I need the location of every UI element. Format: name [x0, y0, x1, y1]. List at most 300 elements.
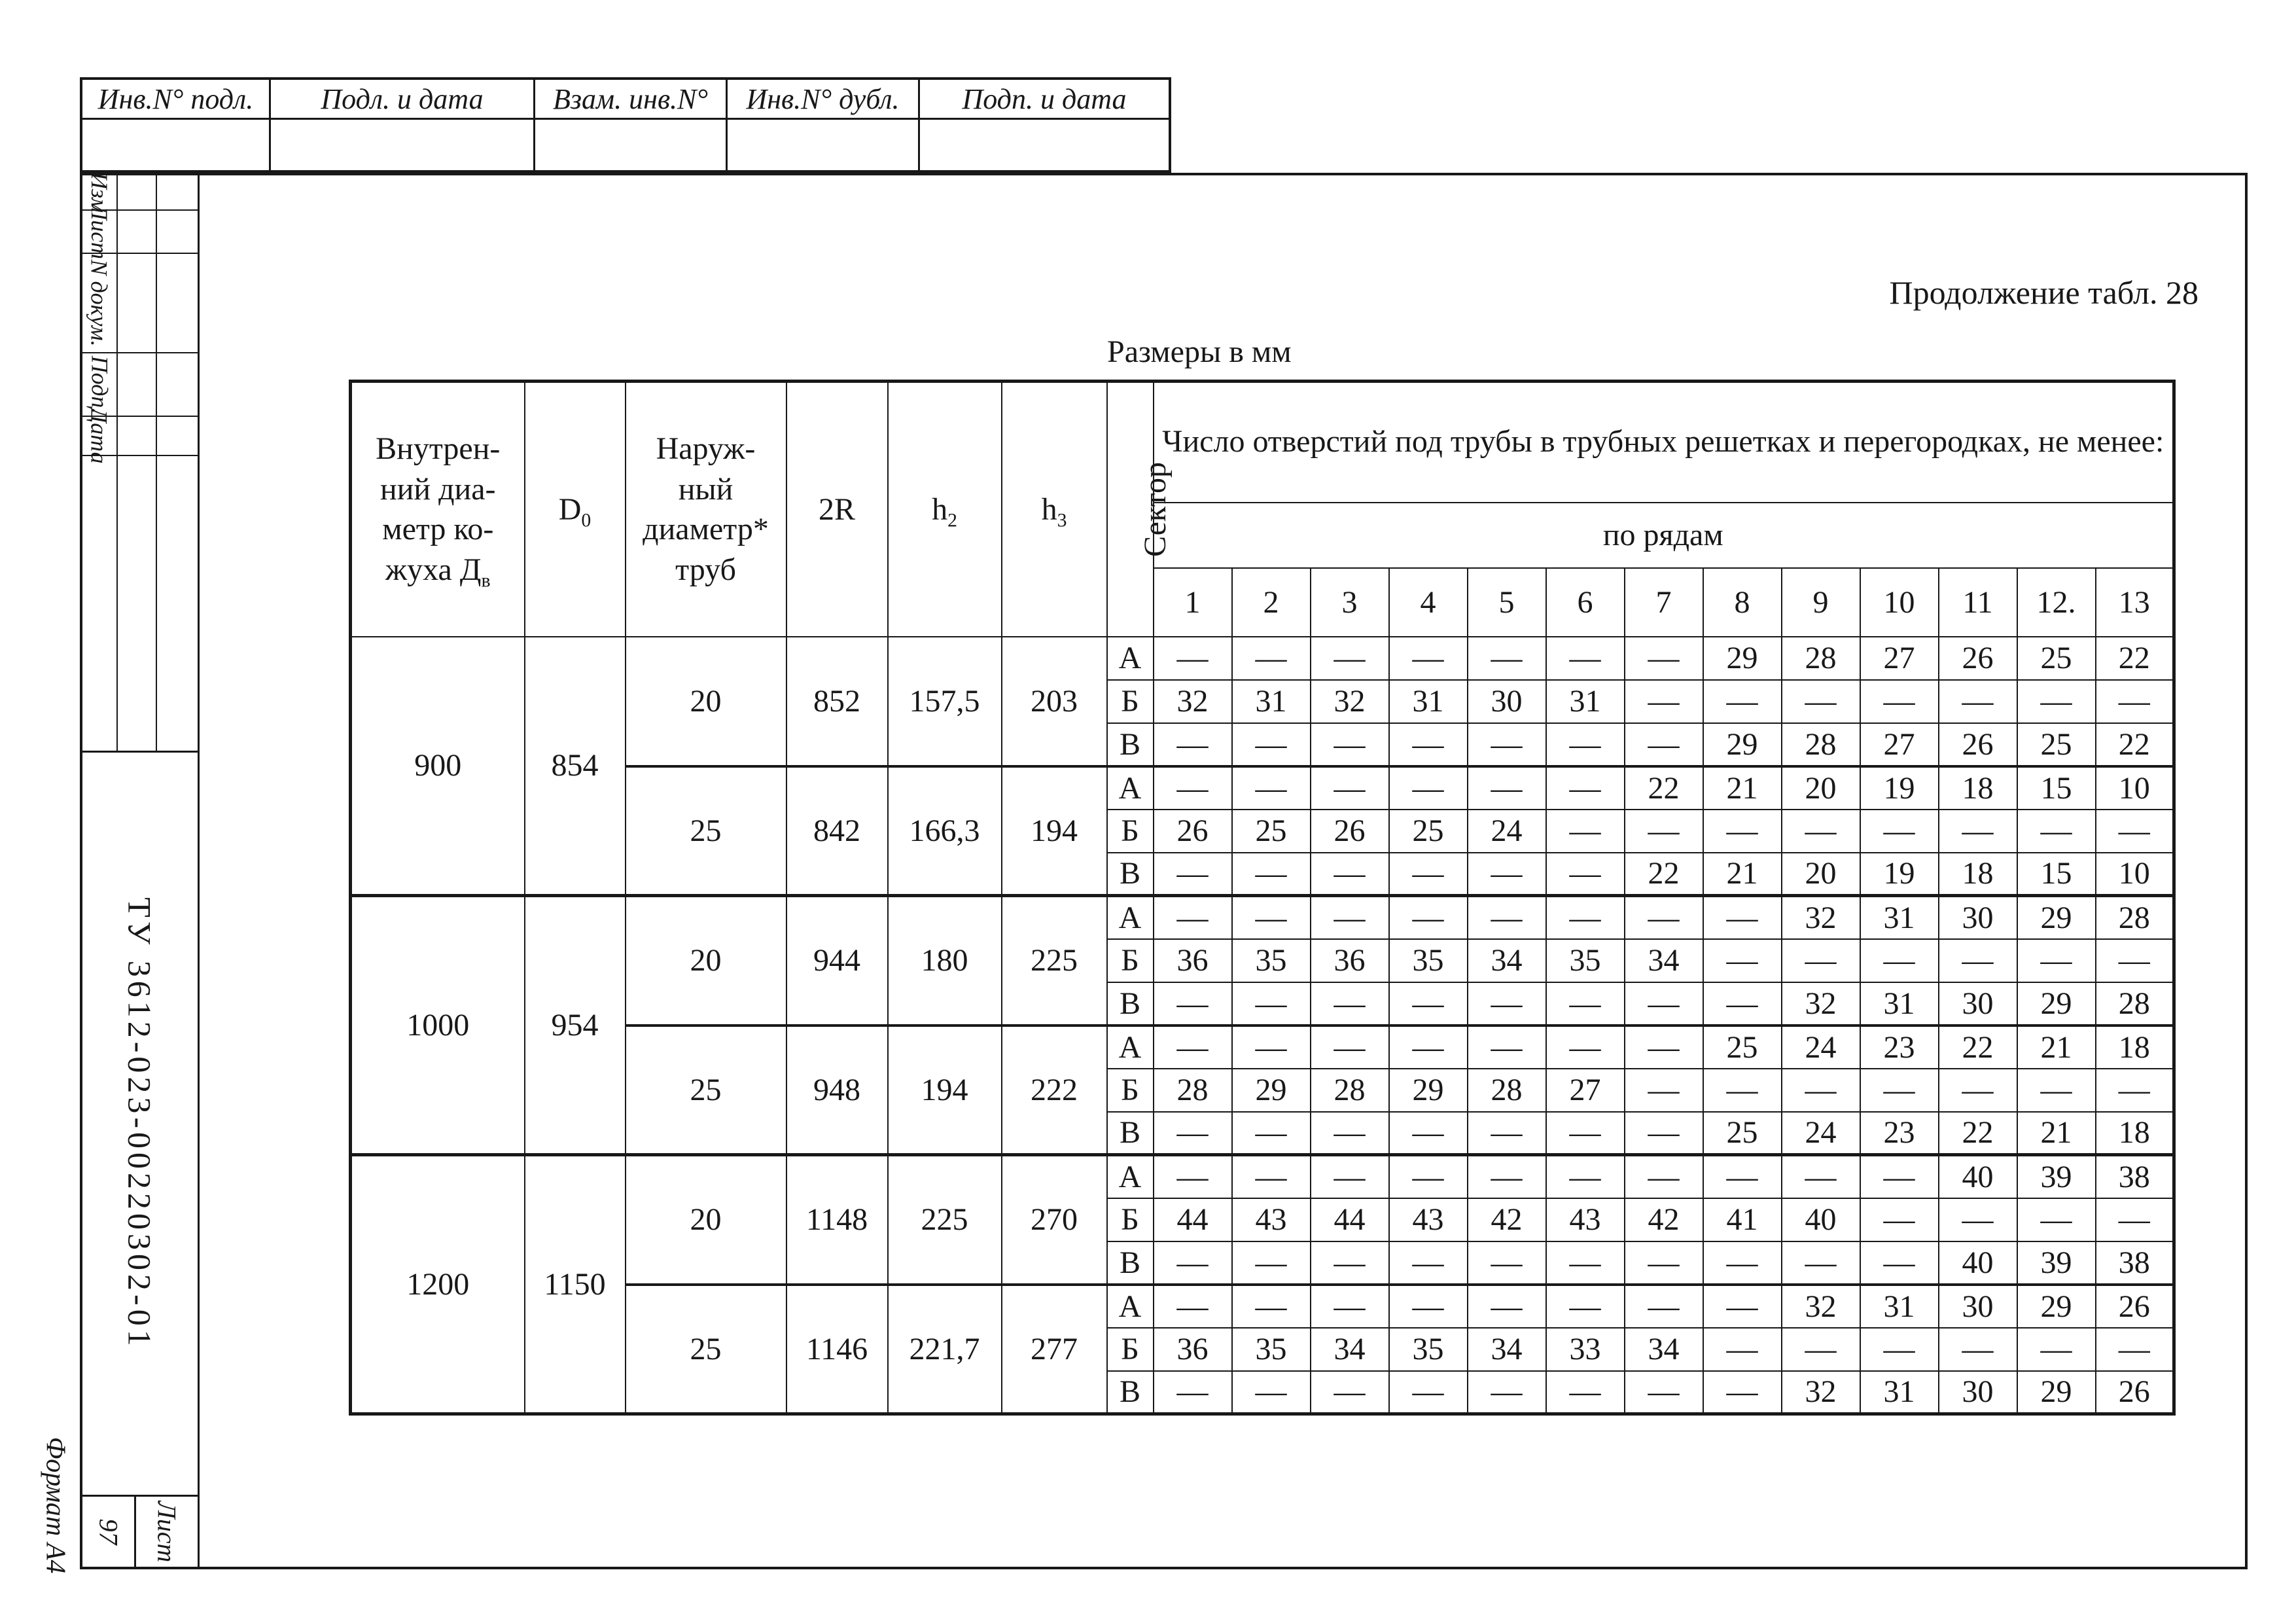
cell-value: 31	[1232, 680, 1311, 723]
cell-value: —	[1154, 1112, 1232, 1155]
cell-tube-outer-diameter: 25	[626, 766, 786, 896]
cell-value: —	[1703, 982, 1782, 1026]
revision-row-data	[82, 408, 198, 464]
cell-value: 34	[1625, 939, 1703, 982]
cell-value: —	[1860, 1069, 1939, 1112]
format-note: Формат А4	[40, 1436, 71, 1574]
label-podp-text: Подп.	[86, 355, 113, 414]
empty-cell	[82, 120, 271, 170]
cell-d0: 954	[525, 896, 626, 1155]
cell-sector: А	[1107, 1155, 1154, 1198]
table-header	[351, 382, 2174, 637]
cell-value: 25	[2017, 637, 2096, 680]
cell-value: 22	[1625, 853, 1703, 896]
sheet-label-cell	[136, 1497, 198, 1567]
cell-value: —	[1154, 1241, 1232, 1285]
cell-value: 29	[2017, 1285, 2096, 1328]
header-sector-label: Сектор	[1137, 461, 1173, 557]
cell-value: —	[1625, 637, 1703, 680]
cell-h2: 194	[888, 1026, 1002, 1155]
cell-value: —	[1468, 853, 1546, 896]
cell-value: 26	[1311, 810, 1389, 853]
cell-sector: А	[1107, 1026, 1154, 1069]
cell-value: —	[2096, 939, 2174, 982]
cell-value: —	[1389, 1241, 1468, 1285]
cell-value: —	[1625, 1112, 1703, 1155]
cell-value: 38	[2096, 1155, 2174, 1198]
cell-value: —	[1860, 810, 1939, 853]
empty-cell	[728, 120, 920, 170]
cell-value: 28	[1782, 723, 1860, 766]
cell-value: —	[1546, 853, 1625, 896]
cell-value: —	[2017, 1069, 2096, 1112]
label-list	[82, 204, 118, 260]
cell-value: 26	[2096, 1371, 2174, 1414]
cell-value: —	[1468, 1112, 1546, 1155]
cell-value: —	[1546, 982, 1625, 1026]
cell-value: —	[1625, 723, 1703, 766]
cell-value: —	[1154, 853, 1232, 896]
cell-h3: 222	[1002, 1026, 1107, 1155]
inventory-strip-labels	[82, 80, 1169, 120]
empty-cell	[118, 417, 157, 455]
cell-sector: Б	[1107, 1069, 1154, 1112]
cell-value: 28	[1311, 1069, 1389, 1112]
cell-tube-outer-diameter: 25	[626, 1026, 786, 1155]
cell-value: 32	[1782, 1371, 1860, 1414]
cell-value: 30	[1939, 1285, 2017, 1328]
cell-value: —	[1311, 1285, 1389, 1328]
cell-sector: Б	[1107, 1328, 1154, 1371]
cell-value: 22	[2096, 637, 2174, 680]
cell-value: 44	[1154, 1198, 1232, 1241]
table-wrapper	[349, 380, 2176, 1416]
cell-value: 21	[2017, 1112, 2096, 1155]
empty-cell	[157, 417, 198, 455]
cell-shell-inner-diameter: 900	[351, 637, 525, 896]
cell-value: 26	[2096, 1285, 2174, 1328]
cell-inv-no-podl-label: Инв.N° подл.	[97, 82, 254, 115]
cell-value: —	[1703, 896, 1782, 939]
sheet-number-block	[82, 1497, 198, 1567]
label-izm-text: Изм	[86, 171, 113, 213]
cell-value: —	[1860, 1155, 1939, 1198]
cell-value: —	[1468, 1285, 1546, 1328]
cell-value: —	[1860, 1241, 1939, 1285]
cell-value: 27	[1860, 637, 1939, 680]
continuation-note: Продолжение табл. 28	[1889, 274, 2199, 311]
cell-value: —	[1389, 896, 1468, 939]
cell-value: —	[1703, 1328, 1782, 1371]
cell-h2: 166,3	[888, 766, 1002, 896]
cell-value: —	[1154, 1155, 1232, 1198]
cell-value: 35	[1232, 1328, 1311, 1371]
cell-podl-i-data-label: Подл. и дата	[321, 82, 484, 115]
cell-tube-outer-diameter: 20	[626, 896, 786, 1026]
cell-value: 25	[1232, 810, 1311, 853]
table-row	[351, 1155, 2174, 1198]
header-row-number: 3	[1311, 568, 1389, 637]
cell-value: 21	[1703, 766, 1782, 810]
cell-shell-inner-diameter: 1000	[351, 896, 525, 1155]
cell-sector: Б	[1107, 1198, 1154, 1241]
cell-value: —	[1468, 896, 1546, 939]
empty-cell	[118, 211, 157, 253]
cell-value: —	[1232, 1026, 1311, 1069]
sheet-number-cell	[82, 1497, 136, 1567]
cell-value: 33	[1546, 1328, 1625, 1371]
cell-value: —	[1546, 1285, 1625, 1328]
cell-value: —	[2096, 810, 2174, 853]
cell-vzam-inv-no-label: Взам. инв.N°	[553, 82, 708, 115]
label-n-dokum	[82, 254, 118, 352]
table-row	[351, 637, 2174, 680]
cell-value: —	[1782, 1069, 1860, 1112]
cell-value: —	[1389, 766, 1468, 810]
cell-value: 31	[1860, 896, 1939, 939]
cell-value: —	[1154, 1285, 1232, 1328]
cell-value: 40	[1939, 1155, 2017, 1198]
cell-sector: В	[1107, 982, 1154, 1026]
cell-h2: 180	[888, 896, 1002, 1026]
cell-value: —	[1311, 1112, 1389, 1155]
table-body	[351, 637, 2174, 1414]
cell-tube-outer-diameter: 20	[626, 637, 786, 766]
cell-value: 34	[1625, 1328, 1703, 1371]
cell-2r: 948	[786, 1026, 888, 1155]
cell-value: —	[1232, 1155, 1311, 1198]
cell-value: —	[1232, 1112, 1311, 1155]
cell-value: 35	[1232, 939, 1311, 982]
empty-cell	[118, 254, 157, 352]
dimensions-table	[349, 380, 2176, 1416]
cell-value: —	[1468, 1241, 1546, 1285]
cell-value: —	[1625, 1241, 1703, 1285]
header-row-number: 12.	[2017, 568, 2096, 637]
cell-value: 21	[2017, 1026, 2096, 1069]
cell-value: —	[1939, 810, 2017, 853]
empty-cell	[920, 120, 1169, 170]
cell-value: —	[1860, 680, 1939, 723]
cell-value: —	[1625, 1371, 1703, 1414]
cell-value: 30	[1468, 680, 1546, 723]
cell-value: —	[1468, 637, 1546, 680]
cell-value: 25	[1703, 1026, 1782, 1069]
cell-value: —	[1860, 939, 1939, 982]
cell-sector: Б	[1107, 939, 1154, 982]
header-h3: $h_3$	[1002, 382, 1107, 637]
cell-sector: А	[1107, 637, 1154, 680]
cell-value: —	[1625, 680, 1703, 723]
cell-value: 19	[1860, 766, 1939, 810]
cell-value: 25	[1703, 1112, 1782, 1155]
cell-value: 43	[1232, 1198, 1311, 1241]
cell-value: 43	[1546, 1198, 1625, 1241]
cell-sector: В	[1107, 1371, 1154, 1414]
cell-value: 28	[2096, 896, 2174, 939]
cell-value: —	[1468, 1026, 1546, 1069]
cell-value: —	[1232, 1371, 1311, 1414]
cell-value: 27	[1860, 723, 1939, 766]
cell-value: 22	[1625, 766, 1703, 810]
header-row-number: 2	[1232, 568, 1311, 637]
label-list-text: Лист	[86, 204, 113, 260]
cell-2r: 852	[786, 637, 888, 766]
cell-value: —	[1311, 1241, 1389, 1285]
cell-h3: 270	[1002, 1155, 1107, 1285]
cell-value: 39	[2017, 1241, 2096, 1285]
cell-value: —	[1782, 1155, 1860, 1198]
document-number-cell	[82, 751, 198, 1497]
cell-value: —	[1232, 853, 1311, 896]
cell-value: —	[1703, 1241, 1782, 1285]
cell-value: 31	[1389, 680, 1468, 723]
cell-value: —	[2017, 1328, 2096, 1371]
cell-value: —	[1546, 1155, 1625, 1198]
cell-value: —	[1389, 723, 1468, 766]
cell-value: —	[2096, 1069, 2174, 1112]
cell-sector: В	[1107, 1241, 1154, 1285]
cell-value: —	[1546, 637, 1625, 680]
cell-value: 29	[1232, 1069, 1311, 1112]
header-d0: $D_0$	[525, 382, 626, 637]
cell-h2: 157,5	[888, 637, 1002, 766]
cell-value: —	[2096, 1198, 2174, 1241]
cell-value: 19	[1860, 853, 1939, 896]
cell-value: 31	[1546, 680, 1625, 723]
cell-value: —	[1154, 723, 1232, 766]
cell-value: —	[1468, 766, 1546, 810]
cell-value: —	[1782, 810, 1860, 853]
cell-value: 40	[1939, 1241, 2017, 1285]
cell-value: —	[1939, 1198, 2017, 1241]
cell-value: 23	[1860, 1112, 1939, 1155]
cell-value: —	[1625, 1155, 1703, 1198]
cell-sector: Б	[1107, 680, 1154, 723]
cell-value: —	[1154, 1026, 1232, 1069]
cell-value: —	[1389, 1112, 1468, 1155]
header-row-number: 7	[1625, 568, 1703, 637]
cell-value: 15	[2017, 853, 2096, 896]
empty-cell	[118, 353, 157, 416]
cell-value: —	[1311, 896, 1389, 939]
cell-value: 27	[1546, 1069, 1625, 1112]
cell-value: 32	[1311, 680, 1389, 723]
cell-value: 38	[2096, 1241, 2174, 1285]
cell-value: —	[1782, 680, 1860, 723]
cell-inv-no-podl	[82, 80, 271, 118]
cell-2r: 1148	[786, 1155, 888, 1285]
cell-h3: 277	[1002, 1285, 1107, 1414]
cell-podp-i-data-label: Подп. и дата	[962, 82, 1127, 115]
cell-value: —	[1232, 1285, 1311, 1328]
empty-cell	[118, 175, 157, 209]
cell-value: 31	[1860, 1285, 1939, 1328]
header-sector	[1107, 382, 1173, 637]
cell-value: —	[1389, 1371, 1468, 1414]
cell-value: —	[1782, 1328, 1860, 1371]
cell-value: —	[1389, 1026, 1468, 1069]
cell-value: 39	[2017, 1155, 2096, 1198]
cell-value: 41	[1703, 1198, 1782, 1241]
cell-value: 18	[2096, 1026, 2174, 1069]
cell-value: —	[1468, 723, 1546, 766]
cell-value: —	[1232, 896, 1311, 939]
cell-podl-i-data	[271, 80, 535, 118]
sheet-label: Лист	[152, 1501, 182, 1563]
cell-value: 29	[1389, 1069, 1468, 1112]
header-row-number: 11	[1939, 568, 2017, 637]
cell-h3: 225	[1002, 896, 1107, 1026]
cell-value: 29	[1703, 723, 1782, 766]
cell-value: 30	[1939, 982, 2017, 1026]
cell-value: 36	[1154, 939, 1232, 982]
cell-value: —	[1232, 637, 1311, 680]
cell-value: —	[1311, 1026, 1389, 1069]
cell-value: —	[1546, 1371, 1625, 1414]
cell-value: 10	[2096, 766, 2174, 810]
cell-value: —	[1625, 810, 1703, 853]
cell-tube-outer-diameter: 25	[626, 1285, 786, 1414]
cell-inv-no-dubl-label: Инв.N° дубл.	[746, 82, 900, 115]
cell-value: —	[1625, 1026, 1703, 1069]
cell-value: —	[2096, 680, 2174, 723]
cell-value: —	[2017, 1198, 2096, 1241]
label-n-dokum-text: N докум.	[86, 259, 113, 347]
inventory-strip-empty-row	[82, 120, 1169, 170]
header-row-number: 1	[1154, 568, 1232, 637]
cell-value: 22	[1939, 1112, 2017, 1155]
cell-value: 18	[1939, 853, 2017, 896]
cell-2r: 1146	[786, 1285, 888, 1414]
cell-value: —	[1939, 1328, 2017, 1371]
cell-value: 30	[1939, 896, 2017, 939]
cell-value: 34	[1468, 939, 1546, 982]
cell-value: —	[2017, 939, 2096, 982]
table-row	[351, 896, 2174, 939]
header-row-number: 8	[1703, 568, 1782, 637]
cell-value: 31	[1860, 1371, 1939, 1414]
cell-value: 26	[1939, 723, 2017, 766]
cell-value: —	[1546, 1241, 1625, 1285]
cell-value: 28	[1154, 1069, 1232, 1112]
cell-value: —	[1154, 637, 1232, 680]
units-note: Размеры в мм	[1107, 334, 1292, 369]
cell-value: 28	[1782, 637, 1860, 680]
cell-value: —	[1154, 1371, 1232, 1414]
cell-value: 22	[1939, 1026, 2017, 1069]
cell-value: —	[1154, 766, 1232, 810]
cell-d0: 1150	[525, 1155, 626, 1414]
header-tube-outer-diameter: Наруж- ный диаметр* труб	[626, 382, 786, 637]
cell-value: —	[1703, 1069, 1782, 1112]
empty-cell	[157, 456, 198, 751]
empty-cell	[535, 120, 728, 170]
cell-value: 20	[1782, 766, 1860, 810]
header-row-number: 6	[1546, 568, 1625, 637]
cell-value: —	[1860, 1198, 1939, 1241]
cell-value: 34	[1311, 1328, 1389, 1371]
cell-value: 26	[1939, 637, 2017, 680]
cell-value: 28	[2096, 982, 2174, 1026]
header-by-rows: по рядам	[1154, 503, 2174, 568]
label-data	[82, 408, 118, 464]
header-row-number: 9	[1782, 568, 1860, 637]
header-shell-inner-diameter: Внутрен- ний диа- метр ко- жуха $Д_в$	[351, 382, 525, 637]
cell-value: 32	[1154, 680, 1232, 723]
cell-value: 29	[2017, 1371, 2096, 1414]
empty-cell	[157, 211, 198, 253]
cell-value: —	[1703, 1285, 1782, 1328]
cell-value: —	[1389, 853, 1468, 896]
cell-value: 29	[2017, 896, 2096, 939]
inventory-strip	[80, 77, 1171, 173]
cell-value: 25	[1389, 810, 1468, 853]
cell-value: —	[1311, 1155, 1389, 1198]
cell-value: —	[1311, 1371, 1389, 1414]
header-row-number: 5	[1468, 568, 1546, 637]
cell-value: —	[1703, 1371, 1782, 1414]
cell-sector: А	[1107, 896, 1154, 939]
cell-value: —	[1311, 853, 1389, 896]
cell-value: 32	[1782, 982, 1860, 1026]
revision-row-n-dokum	[82, 254, 198, 353]
cell-2r: 944	[786, 896, 888, 1026]
cell-value: 36	[1311, 939, 1389, 982]
cell-value: 23	[1860, 1026, 1939, 1069]
revision-row-empty	[82, 456, 198, 751]
empty-cell	[271, 120, 535, 170]
cell-value: 25	[2017, 723, 2096, 766]
header-row-number: 4	[1389, 568, 1468, 637]
cell-sector: В	[1107, 853, 1154, 896]
cell-value: 29	[2017, 982, 2096, 1026]
cell-value: —	[1625, 1069, 1703, 1112]
cell-d0: 854	[525, 637, 626, 896]
cell-shell-inner-diameter: 1200	[351, 1155, 525, 1414]
cell-value: —	[1546, 810, 1625, 853]
cell-value: 10	[2096, 853, 2174, 896]
cell-value: —	[2017, 810, 2096, 853]
cell-value: 24	[1782, 1112, 1860, 1155]
cell-value: 42	[1625, 1198, 1703, 1241]
empty-cell	[157, 353, 198, 416]
cell-value: —	[1625, 1285, 1703, 1328]
cell-value: 29	[1703, 637, 1782, 680]
cell-value: 30	[1939, 1371, 2017, 1414]
cell-value: —	[1311, 637, 1389, 680]
cell-value: 31	[1860, 982, 1939, 1026]
cell-value: 35	[1389, 1328, 1468, 1371]
title-block-side-column	[82, 171, 200, 1567]
cell-sector: В	[1107, 723, 1154, 766]
cell-value: 20	[1782, 853, 1860, 896]
header-holes-note: Число отверстий под трубы в трубных решетках и перегородках, не менее:	[1154, 382, 2174, 503]
cell-value: 34	[1468, 1328, 1546, 1371]
cell-sector: Б	[1107, 810, 1154, 853]
cell-value: —	[2096, 1328, 2174, 1371]
label-data-text: Дата	[86, 408, 113, 464]
empty-cell	[118, 456, 157, 751]
cell-value: —	[1468, 982, 1546, 1026]
cell-value: —	[1703, 1155, 1782, 1198]
cell-value: —	[1703, 810, 1782, 853]
revision-row-list	[82, 204, 198, 260]
cell-value: —	[1311, 982, 1389, 1026]
cell-value: —	[1389, 982, 1468, 1026]
document-number: ТУ 3612-023-00220302-01	[122, 897, 158, 1350]
cell-sector: А	[1107, 1285, 1154, 1328]
